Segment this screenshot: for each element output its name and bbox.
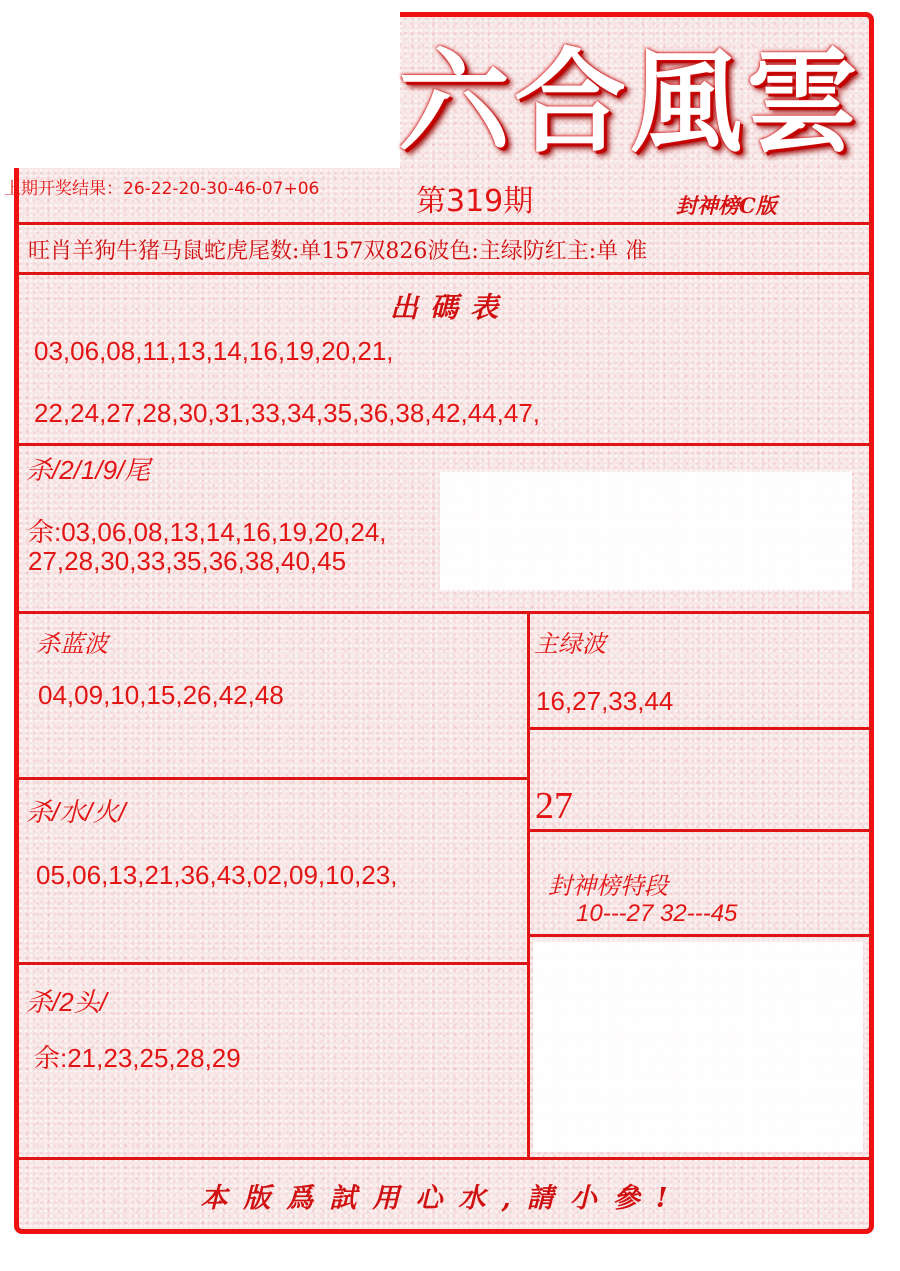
- special-segment-ranges: 10---27 32---45: [576, 900, 738, 927]
- kill-head-numbers: 余:21,23,25,28,29: [34, 1043, 241, 1073]
- kill-tail-row-2: 27,28,30,33,35,36,38,40,45: [28, 546, 347, 576]
- divider-kill-blue: [16, 777, 530, 780]
- divider-main-green: [527, 727, 872, 730]
- code-table-row-2: 22,24,27,28,30,31,33,34,35,36,38,42,44,47,: [34, 398, 541, 428]
- divider-kill-tail: [16, 611, 872, 614]
- header-blank-area: [0, 0, 400, 168]
- divider-columns: [527, 611, 530, 1159]
- main-green-label: 主绿波: [534, 631, 606, 658]
- divider-kill-element: [16, 962, 530, 965]
- divider-footer: [16, 1157, 872, 1160]
- issue-number: 第319期: [416, 184, 534, 219]
- masthead-title: 六合風雲: [398, 37, 862, 168]
- edition-label: 封神榜C版: [676, 193, 777, 218]
- kill-element-numbers: 05,06,13,21,36,43,02,09,10,23,: [36, 860, 398, 890]
- divider-special-segment: [527, 934, 872, 937]
- footer-disclaimer: 本版爲試用心水,請小參!: [200, 1183, 684, 1214]
- special-segment-label: 封神榜特段: [548, 873, 668, 900]
- blank-panel-right-tail: [440, 472, 852, 590]
- divider-header: [16, 222, 872, 225]
- divider-code-table: [16, 443, 872, 446]
- kill-blue-numbers: 04,09,10,15,26,42,48: [38, 680, 284, 710]
- blank-panel-bottom-right: [533, 942, 863, 1152]
- special-number: 27: [535, 785, 573, 827]
- main-green-numbers: 16,27,33,44: [536, 686, 674, 716]
- divider-special-number: [527, 829, 872, 832]
- code-table-row-1: 03,06,08,11,13,14,16,19,20,21,: [34, 336, 394, 366]
- kill-blue-label: 杀蓝波: [36, 631, 108, 658]
- kill-element-label: 杀/水/火/: [26, 797, 126, 827]
- kill-tail-row-1: 余:03,06,08,13,14,16,19,20,24,: [28, 517, 387, 547]
- divider-zodiac: [16, 272, 872, 275]
- kill-tail-label: 杀/2/1/9/尾: [26, 455, 151, 485]
- code-table-title: 出碼表: [389, 291, 510, 324]
- zodiac-summary: 旺肖羊狗牛猪马鼠蛇虎尾数:单157双826波色:主绿防红主:单 准: [28, 239, 648, 264]
- kill-head-label: 杀/2头/: [26, 987, 107, 1017]
- last-draw-result: 上期开奖结果：26-22-20-30-46-07+06: [4, 179, 320, 199]
